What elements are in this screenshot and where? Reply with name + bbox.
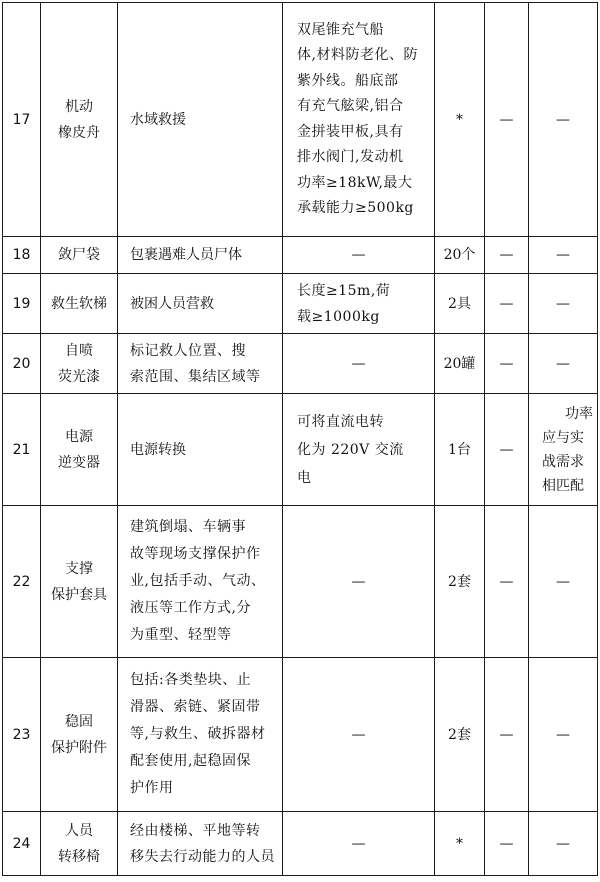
cell-dash: — <box>485 334 529 394</box>
cell-note: — <box>529 274 598 334</box>
row-number: 20 <box>3 334 41 394</box>
equipment-quantity: 20罐 <box>435 334 485 394</box>
equipment-use: 包裹遇难人员尸体 <box>118 237 283 274</box>
equipment-quantity: 2套 <box>435 658 485 812</box>
table-row <box>3 3 598 237</box>
equipment-spec: — <box>283 237 435 274</box>
equipment-name: 支撑 保护套具 <box>41 506 118 658</box>
equipment-quantity: 2套 <box>435 506 485 658</box>
equipment-spec: — <box>283 334 435 394</box>
cell-note: — <box>529 3 598 237</box>
cell-dash: — <box>485 658 529 812</box>
equipment-use: 被困人员营救 <box>118 274 283 334</box>
equipment-name: 自喷 荧光漆 <box>41 334 118 394</box>
equipment-use: 包括:各类垫块、止 滑器、索链、紧固带 等,与救生、破拆器材 配套使用,起稳固保 护作用 <box>118 658 283 812</box>
equipment-quantity: 20个 <box>435 237 485 274</box>
row-number: 22 <box>3 506 41 658</box>
cell-note: — <box>529 506 598 658</box>
cell-dash: — <box>485 812 529 876</box>
equipment-use: 经由楼梯、平地等转 移失去行动能力的人员 <box>118 812 283 876</box>
cell-note: — <box>529 658 598 812</box>
equipment-use: 水域救援 <box>118 3 283 237</box>
table-row <box>3 506 598 658</box>
equipment-table <box>2 2 598 876</box>
equipment-name: 救生软梯 <box>41 274 118 334</box>
row-number: 23 <box>3 658 41 812</box>
table-row <box>3 658 598 812</box>
equipment-spec: — <box>283 506 435 658</box>
table-row <box>3 334 598 394</box>
row-number: 18 <box>3 237 41 274</box>
equipment-quantity: * <box>435 3 485 237</box>
equipment-spec: 长度≥15m,荷 载≥1000kg <box>283 274 435 334</box>
equipment-quantity: * <box>435 812 485 876</box>
equipment-name: 敛尸袋 <box>41 237 118 274</box>
cell-dash: — <box>485 274 529 334</box>
cell-note: 功率 应与实 战需求 相匹配 <box>529 394 598 506</box>
table-row <box>3 812 598 876</box>
equipment-quantity: 2具 <box>435 274 485 334</box>
cell-dash: — <box>485 506 529 658</box>
row-number: 17 <box>3 3 41 237</box>
equipment-spec: 双尾锥充气船 体,材料防老化、防 紫外线。船底部 有充气舷梁,铝合 金拼装甲板,具有 排水阀门,发动机 功率≥18kW,最大 承载能力≥500kg <box>283 3 435 237</box>
equipment-spec: — <box>283 658 435 812</box>
table-row <box>3 274 598 334</box>
cell-note: — <box>529 237 598 274</box>
cell-note: — <box>529 812 598 876</box>
row-number: 21 <box>3 394 41 506</box>
equipment-name: 机动 橡皮舟 <box>41 3 118 237</box>
row-number: 24 <box>3 812 41 876</box>
cell-dash: — <box>485 3 529 237</box>
cell-note: — <box>529 334 598 394</box>
equipment-spec: — <box>283 812 435 876</box>
equipment-use: 建筑倒塌、车辆事 故等现场支撑保护作 业,包括手动、气动、 液压等工作方式,分 为重型、轻型等 <box>118 506 283 658</box>
equipment-name: 稳固 保护附件 <box>41 658 118 812</box>
equipment-spec: 可将直流电转 化为 220V 交流 电 <box>283 394 435 506</box>
cell-dash: — <box>485 237 529 274</box>
equipment-name: 电源 逆变器 <box>41 394 118 506</box>
equipment-name: 人员 转移椅 <box>41 812 118 876</box>
table-row <box>3 237 598 274</box>
cell-dash: — <box>485 394 529 506</box>
equipment-quantity: 1台 <box>435 394 485 506</box>
equipment-use: 标记救人位置、搜 索范围、集结区域等 <box>118 334 283 394</box>
row-number: 19 <box>3 274 41 334</box>
table-row <box>3 394 598 506</box>
equipment-use: 电源转换 <box>118 394 283 506</box>
